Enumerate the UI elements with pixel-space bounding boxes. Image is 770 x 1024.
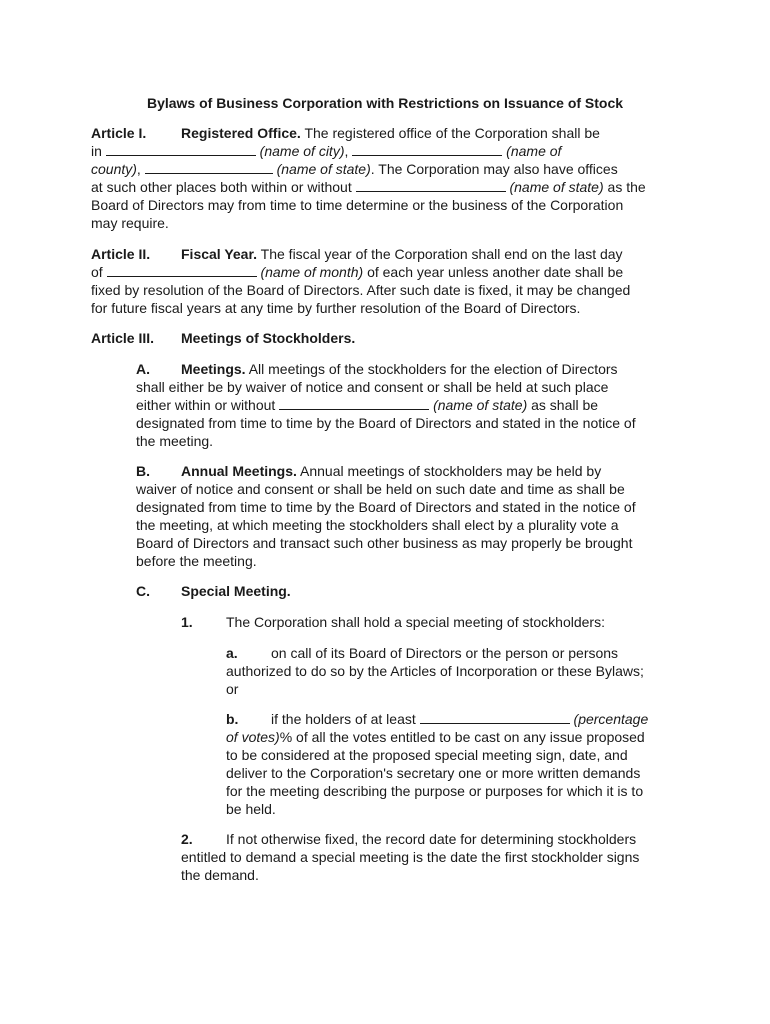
text: The Corporation shall hold a special meeting of stockholders: (226, 614, 605, 630)
article-3-label: Article III. (91, 330, 155, 346)
item-2-label: 2. (181, 831, 193, 847)
article-3 (91, 329, 691, 347)
text: to be considered at the proposed special meeting sign, date, and (226, 747, 628, 763)
text: or (226, 681, 239, 697)
hint: county) (91, 161, 137, 177)
text: the meeting. (136, 433, 214, 449)
text: designated from time to time by the Board of Directors and stated in the notice of (136, 499, 636, 515)
hint: (name of state) (505, 179, 604, 195)
section-b-label: B. (136, 463, 150, 479)
text: The fiscal year of the Corporation shall end on the last day (257, 246, 623, 262)
text: The registered office of the Corporation shall be (300, 125, 600, 141)
text: the demand. (181, 867, 259, 883)
hint: of votes) (226, 729, 280, 745)
text: of each year unless another date shall be (363, 264, 624, 280)
section-a-heading: Meetings. (181, 361, 246, 377)
item-b (226, 710, 696, 818)
text: as the (603, 179, 646, 195)
text: Board of Directors may from time to time determine or the business of the Corporation (91, 197, 624, 213)
item-1 (181, 613, 701, 631)
item-b-label: b. (226, 711, 239, 727)
text: If not otherwise fixed, the record date for determining stockholders (226, 831, 637, 847)
city-blank[interactable] (106, 142, 256, 156)
hint: (percentage (569, 711, 649, 727)
section-c-heading: Special Meeting. (181, 583, 291, 599)
section-a (136, 360, 696, 450)
item-a-label: a. (226, 645, 238, 661)
hint: (name of city) (255, 143, 345, 159)
text: on call of its Board of Directors or the person or persons (271, 645, 619, 661)
section-b-heading: Annual Meetings. (181, 463, 297, 479)
percentage-blank[interactable] (420, 710, 570, 724)
text: the meeting, at which meeting the stockholders shall elect by a plurality vote a (136, 517, 619, 533)
text: may require. (91, 215, 169, 231)
section-c-label: C. (136, 583, 150, 599)
text: waiver of notice and consent or shall be held on such date and time as shall be (136, 481, 625, 497)
hint: (name of state) (429, 397, 528, 413)
text: authorized to do so by the Articles of Incorporation or these Bylaws; (226, 663, 644, 679)
item-2 (181, 830, 701, 884)
text: be held. (226, 801, 276, 817)
text: entitled to demand a special meeting is the date the first stockholder signs (181, 849, 640, 865)
text: All meetings of the stockholders for the election of Directors (245, 361, 618, 377)
article-1-label: Article I. (91, 125, 147, 141)
state-blank-2[interactable] (356, 178, 506, 192)
text: either within or without (136, 397, 280, 413)
state-blank-3[interactable] (279, 396, 429, 410)
section-c (136, 582, 696, 600)
text: in (91, 143, 106, 159)
text: designated from time to time by the Board of Directors and stated in the notice of (136, 415, 636, 431)
article-2-heading: Fiscal Year. (181, 246, 258, 262)
hint: (name of month) (256, 264, 364, 280)
item-a (226, 644, 696, 698)
text: deliver to the Corporation's secretary one or more written demands (226, 765, 641, 781)
article-1-heading: Registered Office. (181, 125, 301, 141)
text: , (136, 161, 145, 177)
text: % of all the votes entitled to be cast on any issue proposed (279, 729, 645, 745)
hint: (name of state) (272, 161, 371, 177)
text: shall either be by waiver of notice and consent or shall be held at such place (136, 379, 609, 395)
state-blank-1[interactable] (145, 160, 273, 174)
text: fixed by resolution of the Board of Directors. After such date is fixed, it may be changed (91, 282, 631, 298)
county-blank[interactable] (352, 142, 502, 156)
section-b (136, 462, 696, 570)
text: , (344, 143, 353, 159)
text: Annual meetings of stockholders may be held by (296, 463, 602, 479)
article-2-label: Article II. (91, 246, 151, 262)
text: if the holders of at least (271, 711, 420, 727)
hint: (name of (502, 143, 562, 159)
document-title: Bylaws of Business Corporation with Restrictions on Issuance of Stock (146, 95, 624, 111)
text: for the meeting describing the purpose or purposes for which it is to (226, 783, 644, 799)
section-a-label: A. (136, 361, 150, 377)
item-1-label: 1. (181, 614, 193, 630)
text: before the meeting. (136, 553, 257, 569)
text: of (91, 264, 107, 280)
text: for future fiscal years at any time by further resolution of the Board of Directors. (91, 300, 581, 316)
text: as shall be (527, 397, 599, 413)
article-1 (91, 124, 691, 232)
article-3-heading: Meetings of Stockholders. (181, 330, 356, 346)
article-2 (91, 245, 691, 317)
text: at such other places both within or without (91, 179, 356, 195)
text: . The Corporation may also have offices (370, 161, 618, 177)
month-blank[interactable] (107, 263, 257, 277)
text: Board of Directors and transact such other business as may properly be brought (136, 535, 633, 551)
